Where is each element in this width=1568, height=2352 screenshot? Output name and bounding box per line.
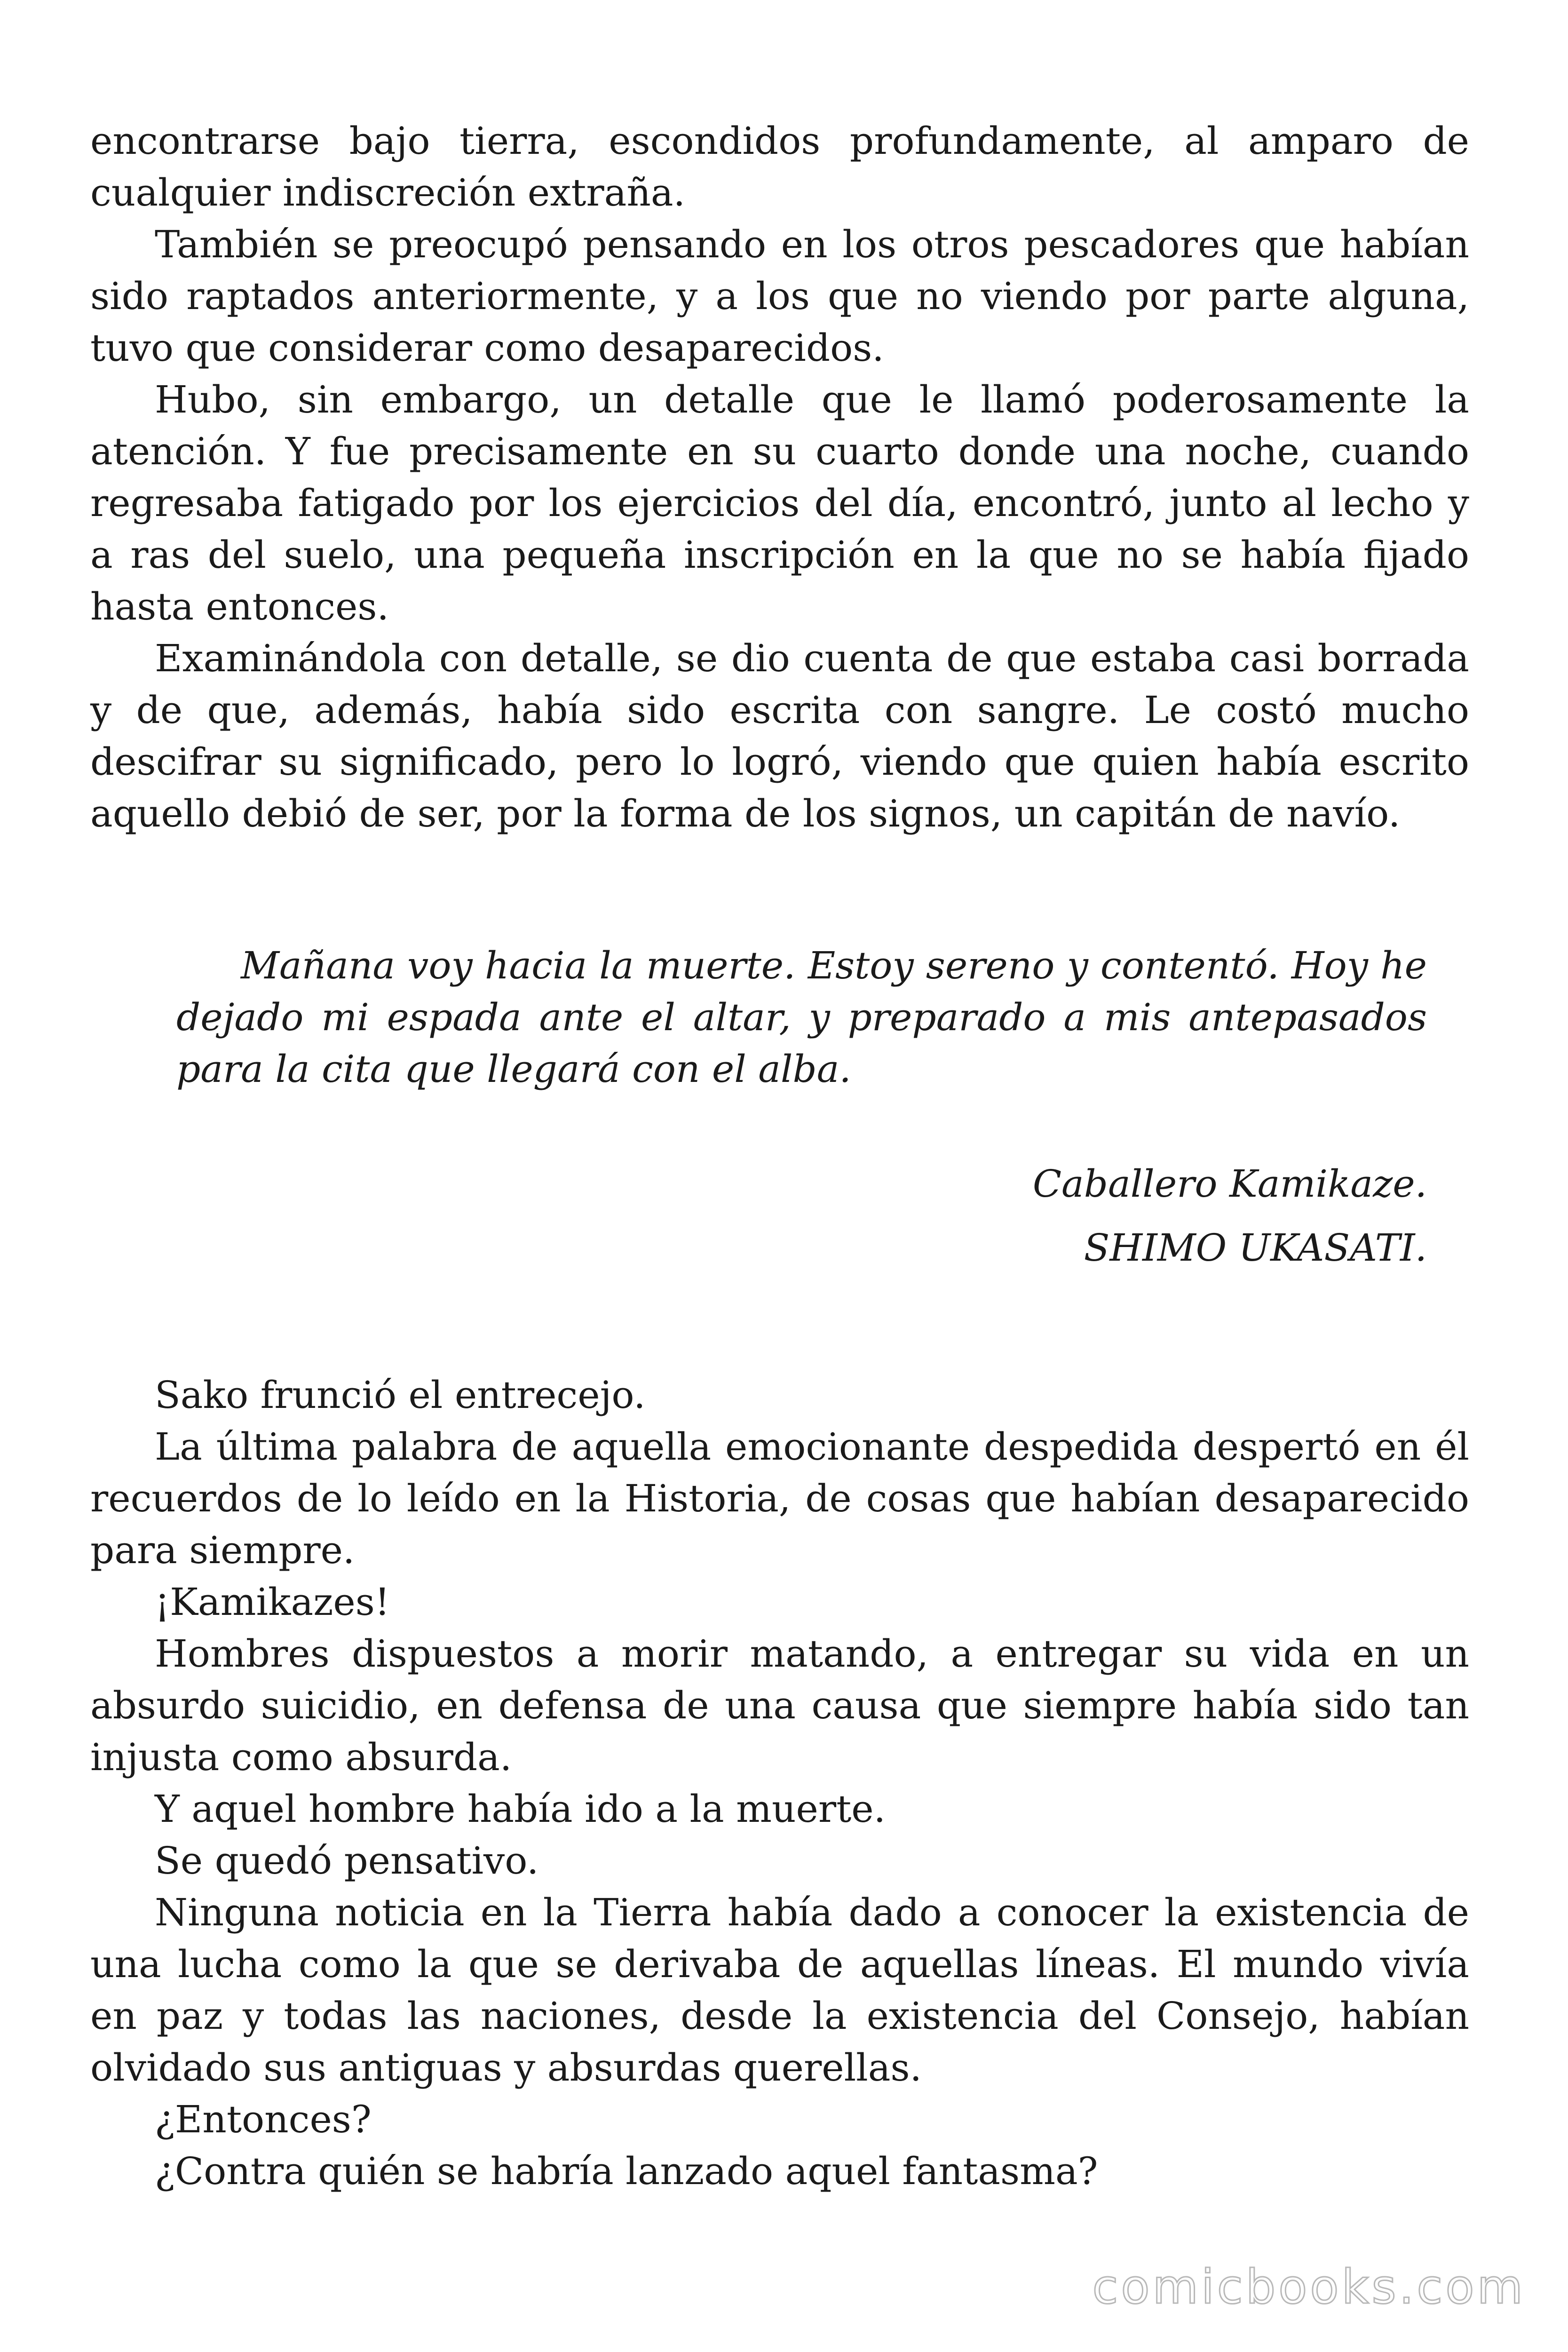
paragraph: Y aquel hombre había ido a la muerte. [155, 1787, 886, 1831]
quote-signature [176, 1152, 1427, 1280]
paragraph: ¿Contra quién se habría lanzado aquel fantasma? [155, 2149, 1098, 2193]
paragraph: Se quedó pensativo. [155, 1839, 539, 1883]
watermark-logo: comicbooks.com [1092, 2259, 1526, 2314]
paragraph: Ninguna noticia en la Tierra había dado a conocer la existencia de una lucha como la que se derivaba de aquellas líneas. El mundo vivía en paz y todas las naciones, desde la existencia del Consejo, habían olvidado sus antiguas y absurdas querellas. [90, 1891, 1469, 2090]
paragraph: Sako frunció el entrecejo. [155, 1373, 646, 1417]
paragraph: Hubo, sin embargo, un detalle que le llamó poderosamente la atención. Y fue precisamente en su cuarto donde una noche, cuando regresaba fatigado por los ejercicios del día, encontró, junto al lecho y a ras del suelo, una pequeña inscripción en la que no se había fijado hasta entonces. [90, 378, 1469, 628]
quote-text: Mañana voy hacia la muerte. Estoy sereno y contentó. Hoy he dejado mi espada ante el altar, y preparado a mis antepasados para la cita que llegará con el alba. [176, 944, 1427, 1091]
body-text-top [90, 115, 1469, 840]
signature-name: SHIMO UKASATI. [1084, 1226, 1427, 1270]
paragraph: Examinándola con detalle, se dio cuenta de que estaba casi borrada y de que, además, había sido escrita con sangre. Le costó mucho descifrar su significado, pero lo logró, viendo que quien había escrito aquello debió de ser, por la forma de los signos, un capitán de navío. [90, 636, 1469, 835]
paragraph: ¡Kamikazes! [155, 1580, 390, 1624]
body-text-bottom [90, 1369, 1469, 2197]
signature-title: Caballero Kamikaze. [1032, 1162, 1427, 1206]
paragraph: ¿Entonces? [155, 2098, 372, 2141]
paragraph: También se preocupó pensando en los otros pescadores que habían sido raptados anteriormente, y a los que no viendo por parte alguna, tuvo que considerar como desaparecidos. [90, 222, 1469, 370]
paragraph: encontrarse bajo tierra, escondidos profundamente, al amparo de cualquier indiscreción extraña. [90, 119, 1469, 215]
paragraph: La última palabra de aquella emocionante despedida despertó en él recuerdos de lo leído en la Historia, de cosas que habían desaparecido para siempre. [90, 1425, 1469, 1572]
paragraph: Hombres dispuestos a morir matando, a entregar su vida en un absurdo suicidio, en defensa de una causa que siempre había sido tan injusta como absurda. [90, 1632, 1469, 1779]
inscription-quote [176, 940, 1427, 1280]
